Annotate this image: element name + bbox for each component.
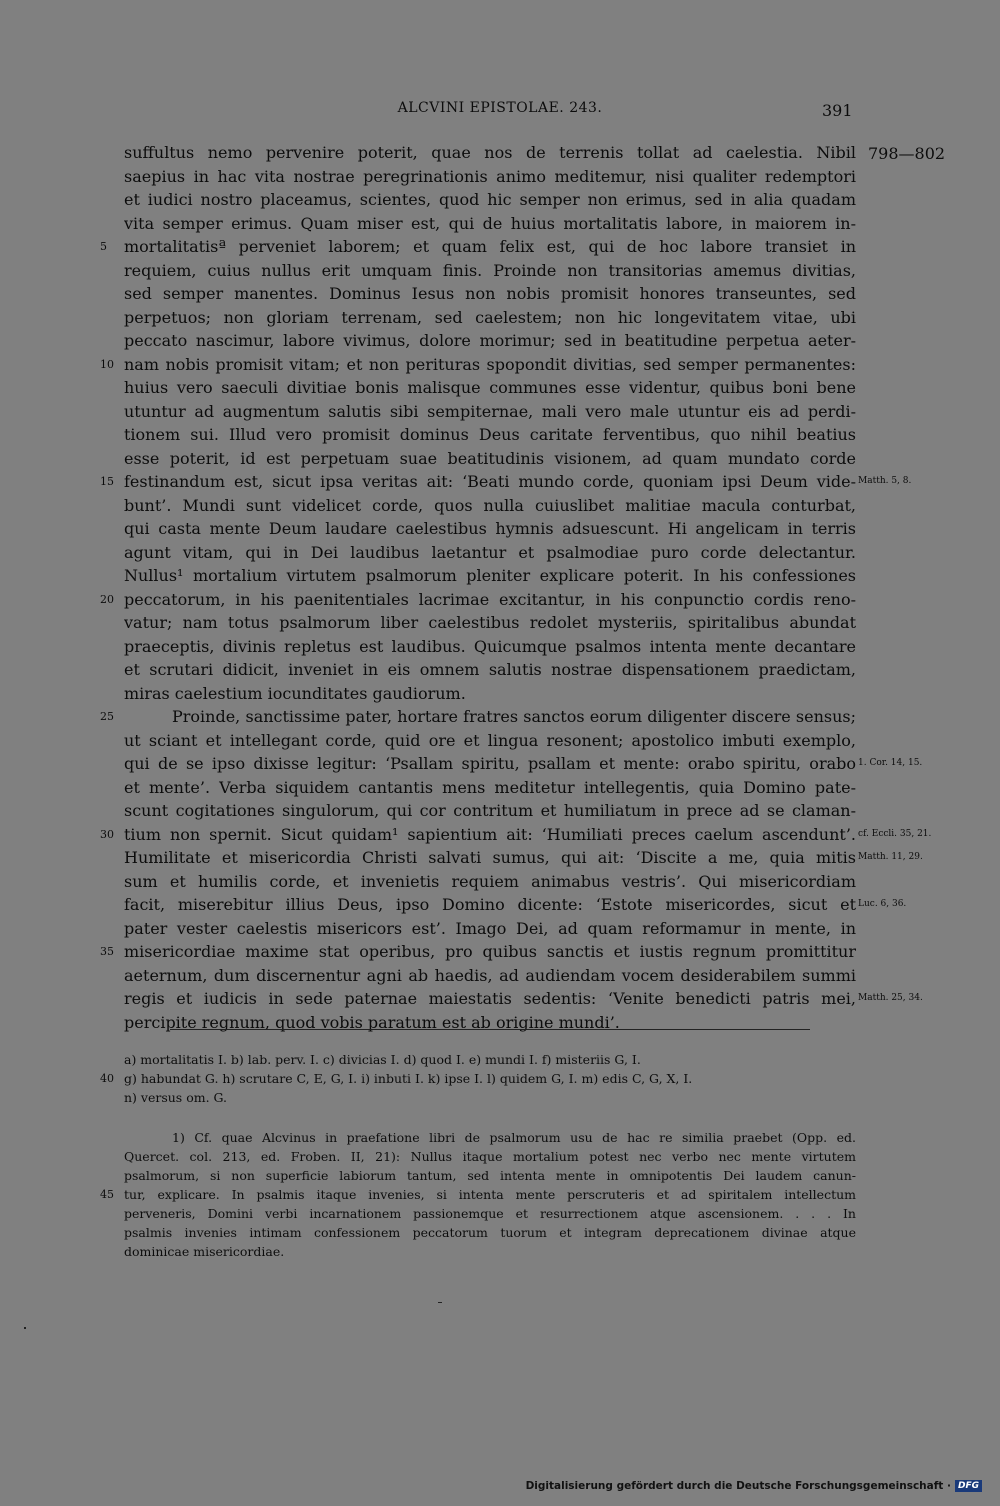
text-line: nam nobis promisit vitam; et non perituras spopondit divitias, sed semper permanentes: xyxy=(124,354,856,374)
margin-reference: cf. Eccli. 35, 21. xyxy=(858,828,932,839)
text-line: pater vester caelestis misericors est’. Imago Dei, ad quam reformamur in mente, in xyxy=(124,918,856,938)
line-number: 25 xyxy=(100,710,114,723)
running-head: ALCVINI EPISTOLAE. 243. xyxy=(397,100,603,116)
margin-reference: Matth. 11, 29. xyxy=(858,852,923,862)
scan-artifact xyxy=(438,1302,442,1303)
dfg-credit xyxy=(526,1480,982,1492)
note-line: 1) Cf. quae Alcvinus in praefatione libri de psalmorum usu de hac re similia praebet (Opp. ed. xyxy=(172,1130,856,1145)
text-line: mortalitatisª perveniet laborem; et quam felix est, qui de hoc labore transiet in xyxy=(124,237,856,256)
text-line: peccato nascimur, labore vivimus, dolore morimur; sed in beatitudine perpetua aeter- xyxy=(124,331,856,350)
margin-reference: Luc. 6, 36. xyxy=(858,899,907,909)
dfg-logo-icon: DFG xyxy=(955,1480,982,1492)
line-number: 10 xyxy=(100,357,114,371)
text-line: vita semper erimus. Quam miser est, qui de huius mortalitatis labore, in maiorem in- xyxy=(124,213,856,233)
text-line: misericordiae maxime stat operibus, pro quibus sanctis et iustis regnum promittitur xyxy=(124,942,856,961)
text-line: suffultus nemo pervenire poterit, quae nos de terrenis tollat ad caelestia. Nibil xyxy=(124,143,856,162)
text-line: miras caelestium iocunditates gaudiorum. xyxy=(124,683,466,703)
line-number: 40 xyxy=(100,1072,114,1085)
page-number: 391 xyxy=(822,101,853,120)
line-number: 20 xyxy=(100,592,114,606)
apparatus-footnotes xyxy=(124,1050,856,1107)
margin-reference: 1. Cor. 14, 15. xyxy=(858,758,923,768)
text-line: scunt cogitationes singulorum, qui cor contritum et humiliatum in prece ad se claman- xyxy=(124,801,856,820)
line-number: 30 xyxy=(100,827,114,841)
main-text xyxy=(124,141,856,1034)
text-line: et scrutari didicit, inveniet in eis omnem salutis nostrae dispensationem praedictam, xyxy=(124,660,856,679)
text-line: requiem, cuius nullus erit umquam finis. Proinde non transitorias amemus divitias, xyxy=(124,260,856,280)
text-line: agunt vitam, qui in Dei laudibus laetantur et psalmodiae puro corde delectantur. xyxy=(124,542,856,562)
text-line: Nullus¹ mortalium virtutem psalmorum pleniter explicare poterit. In his confessiones xyxy=(124,566,856,585)
note-line: dominicae misericordiae. xyxy=(124,1244,285,1259)
line-number: 5 xyxy=(100,240,107,253)
footnote-line: g) habundat G. h) scrutare C, E, G, I. i) inbuti I. k) ipse I. l) quidem G, I. m) edis C, G, X, I. xyxy=(124,1071,693,1086)
margin-reference: Matth. 25, 34. xyxy=(858,993,923,1003)
text-line: Humilitate et misericordia Christi salvati sumus, qui ait: ‘Discite a me, quia mitis xyxy=(124,848,856,867)
text-line: tium non spernit. Sicut quidam¹ sapientium ait: ‘Humiliati preces caelum ascendunt’. xyxy=(124,824,856,844)
text-line: et mente’. Verba siquidem cantantis mens meditetur intellegentis, quia Domino pate- xyxy=(124,777,856,797)
line-number: 15 xyxy=(100,475,114,488)
text-line: sed semper manentes. Dominus Iesus non nobis promisit honores transeuntes, sed xyxy=(124,284,856,303)
text-line: peccatorum, in his paenitentiales lacrimae excitantur, in his conpunctio cordis reno- xyxy=(124,589,856,609)
text-line: ut sciant et intellegant corde, quid ore et lingua resonent; apostolico imbuti exemplo, xyxy=(124,730,856,750)
margin-reference: Matth. 5, 8. xyxy=(858,476,912,486)
text-line: saepius in hac vita nostrae peregrinationis animo meditemur, nisi qualiter redemptori xyxy=(124,166,856,186)
text-line: utuntur ad augmentum salutis sibi sempiternae, mali vero male utuntur eis ad perdi- xyxy=(124,401,856,421)
text-line: festinandum est, sicut ipsa veritas ait: ‘Beati mundo corde, quoniam ipsi Deum vide- xyxy=(124,472,856,491)
text-line: et iudici nostro placeamus, scientes, quod hic semper non erimus, sed in alia quadam xyxy=(124,190,856,209)
text-line: sum et humilis corde, et invenietis requiem animabus vestris’. Qui misericordiam xyxy=(124,871,856,891)
footnote-line: n) versus om. G. xyxy=(124,1090,228,1105)
text-line: qui de se ipso dixisse legitur: ‘Psallam spiritu, psallam et mente: orabo spiritu, orabo xyxy=(124,754,856,773)
text-line: Proinde, sanctissime pater, hortare fratres sanctos eorum diligenter discere sensus; xyxy=(172,707,856,726)
line-number: 35 xyxy=(100,945,114,958)
text-line: percipite regnum, quod vobis paratum est ab origine mundi’. xyxy=(124,1012,620,1032)
line-number: 45 xyxy=(100,1188,114,1201)
footnote-line: a) mortalitatis I. b) lab. perv. I. c) divicias I. d) quod I. e) mundi I. f) misteriis G, I. xyxy=(124,1052,641,1067)
text-line: regis et iudicis in sede paternae maiestatis sedentis: ‘Venite benedicti patris mei, xyxy=(124,989,856,1008)
text-line: esse poterit, id est perpetuam suae beatitudinis visionem, ad quam mundato corde xyxy=(124,448,856,468)
scan-artifact xyxy=(24,1327,26,1329)
text-line: facit, miserebitur illius Deus, ipso Domino dicente: ‘Estote misericordes, sicut et xyxy=(124,895,856,914)
note-line: psalmorum, si non superficie labiorum tantum, sed intenta mente in omnipotentis Dei laudem canun- xyxy=(124,1168,856,1183)
note-line: Quercet. col. 213, ed. Froben. II, 21): Nullus itaque mortalium potest nec verbo nec mente virtutem xyxy=(124,1149,856,1164)
dfg-credit-text: Digitalisierung gefördert durch die Deutsche Forschungsgemeinschaft · xyxy=(525,1480,951,1492)
text-line: vatur; nam totus psalmorum liber caelestibus redolet mysteriis, spiritalibus abundat xyxy=(124,613,856,632)
text-line: huius vero saeculi divitiae bonis malisque communes esse videntur, quibus boni bene xyxy=(124,378,856,397)
margin-years: 798—802 xyxy=(868,144,946,163)
text-line: aeternum, dum discernentur agni ab haedis, ad audiendam vocem desiderabilem summi xyxy=(124,965,856,985)
text-line: qui casta mente Deum laudare caelestibus hymnis adsuescunt. Hi angelicam in terris xyxy=(124,519,856,538)
text-line: perpetuos; non gloriam terrenam, sed caelestem; non hic longevitatem vitae, ubi xyxy=(124,307,856,327)
commentary-notes xyxy=(124,1128,856,1261)
text-line: bunt’. Mundi sunt videlicet corde, quos nulla cuiuslibet malitiae macula conturbat, xyxy=(124,495,856,515)
text-line: tionem sui. Illud vero promisit dominus Deus caritate ferventibus, quo nihil beatius xyxy=(124,425,856,444)
note-line: tur, explicare. In psalmis itaque invenies, si intenta mente perscruteris et ad spiritalem intellectum xyxy=(124,1187,856,1202)
text-line: praeceptis, divinis repletus est laudibus. Quicumque psalmos intenta mente decantare xyxy=(124,636,856,656)
footnote-separator xyxy=(170,1029,810,1030)
note-line: perveneris, Domini verbi incarnationem passionemque et resurrectionem atque ascensionem. . . . In xyxy=(124,1206,856,1221)
note-line: psalmis invenies intimam confessionem peccatorum tuorum et integram deprecationem divinae atque xyxy=(124,1225,856,1240)
